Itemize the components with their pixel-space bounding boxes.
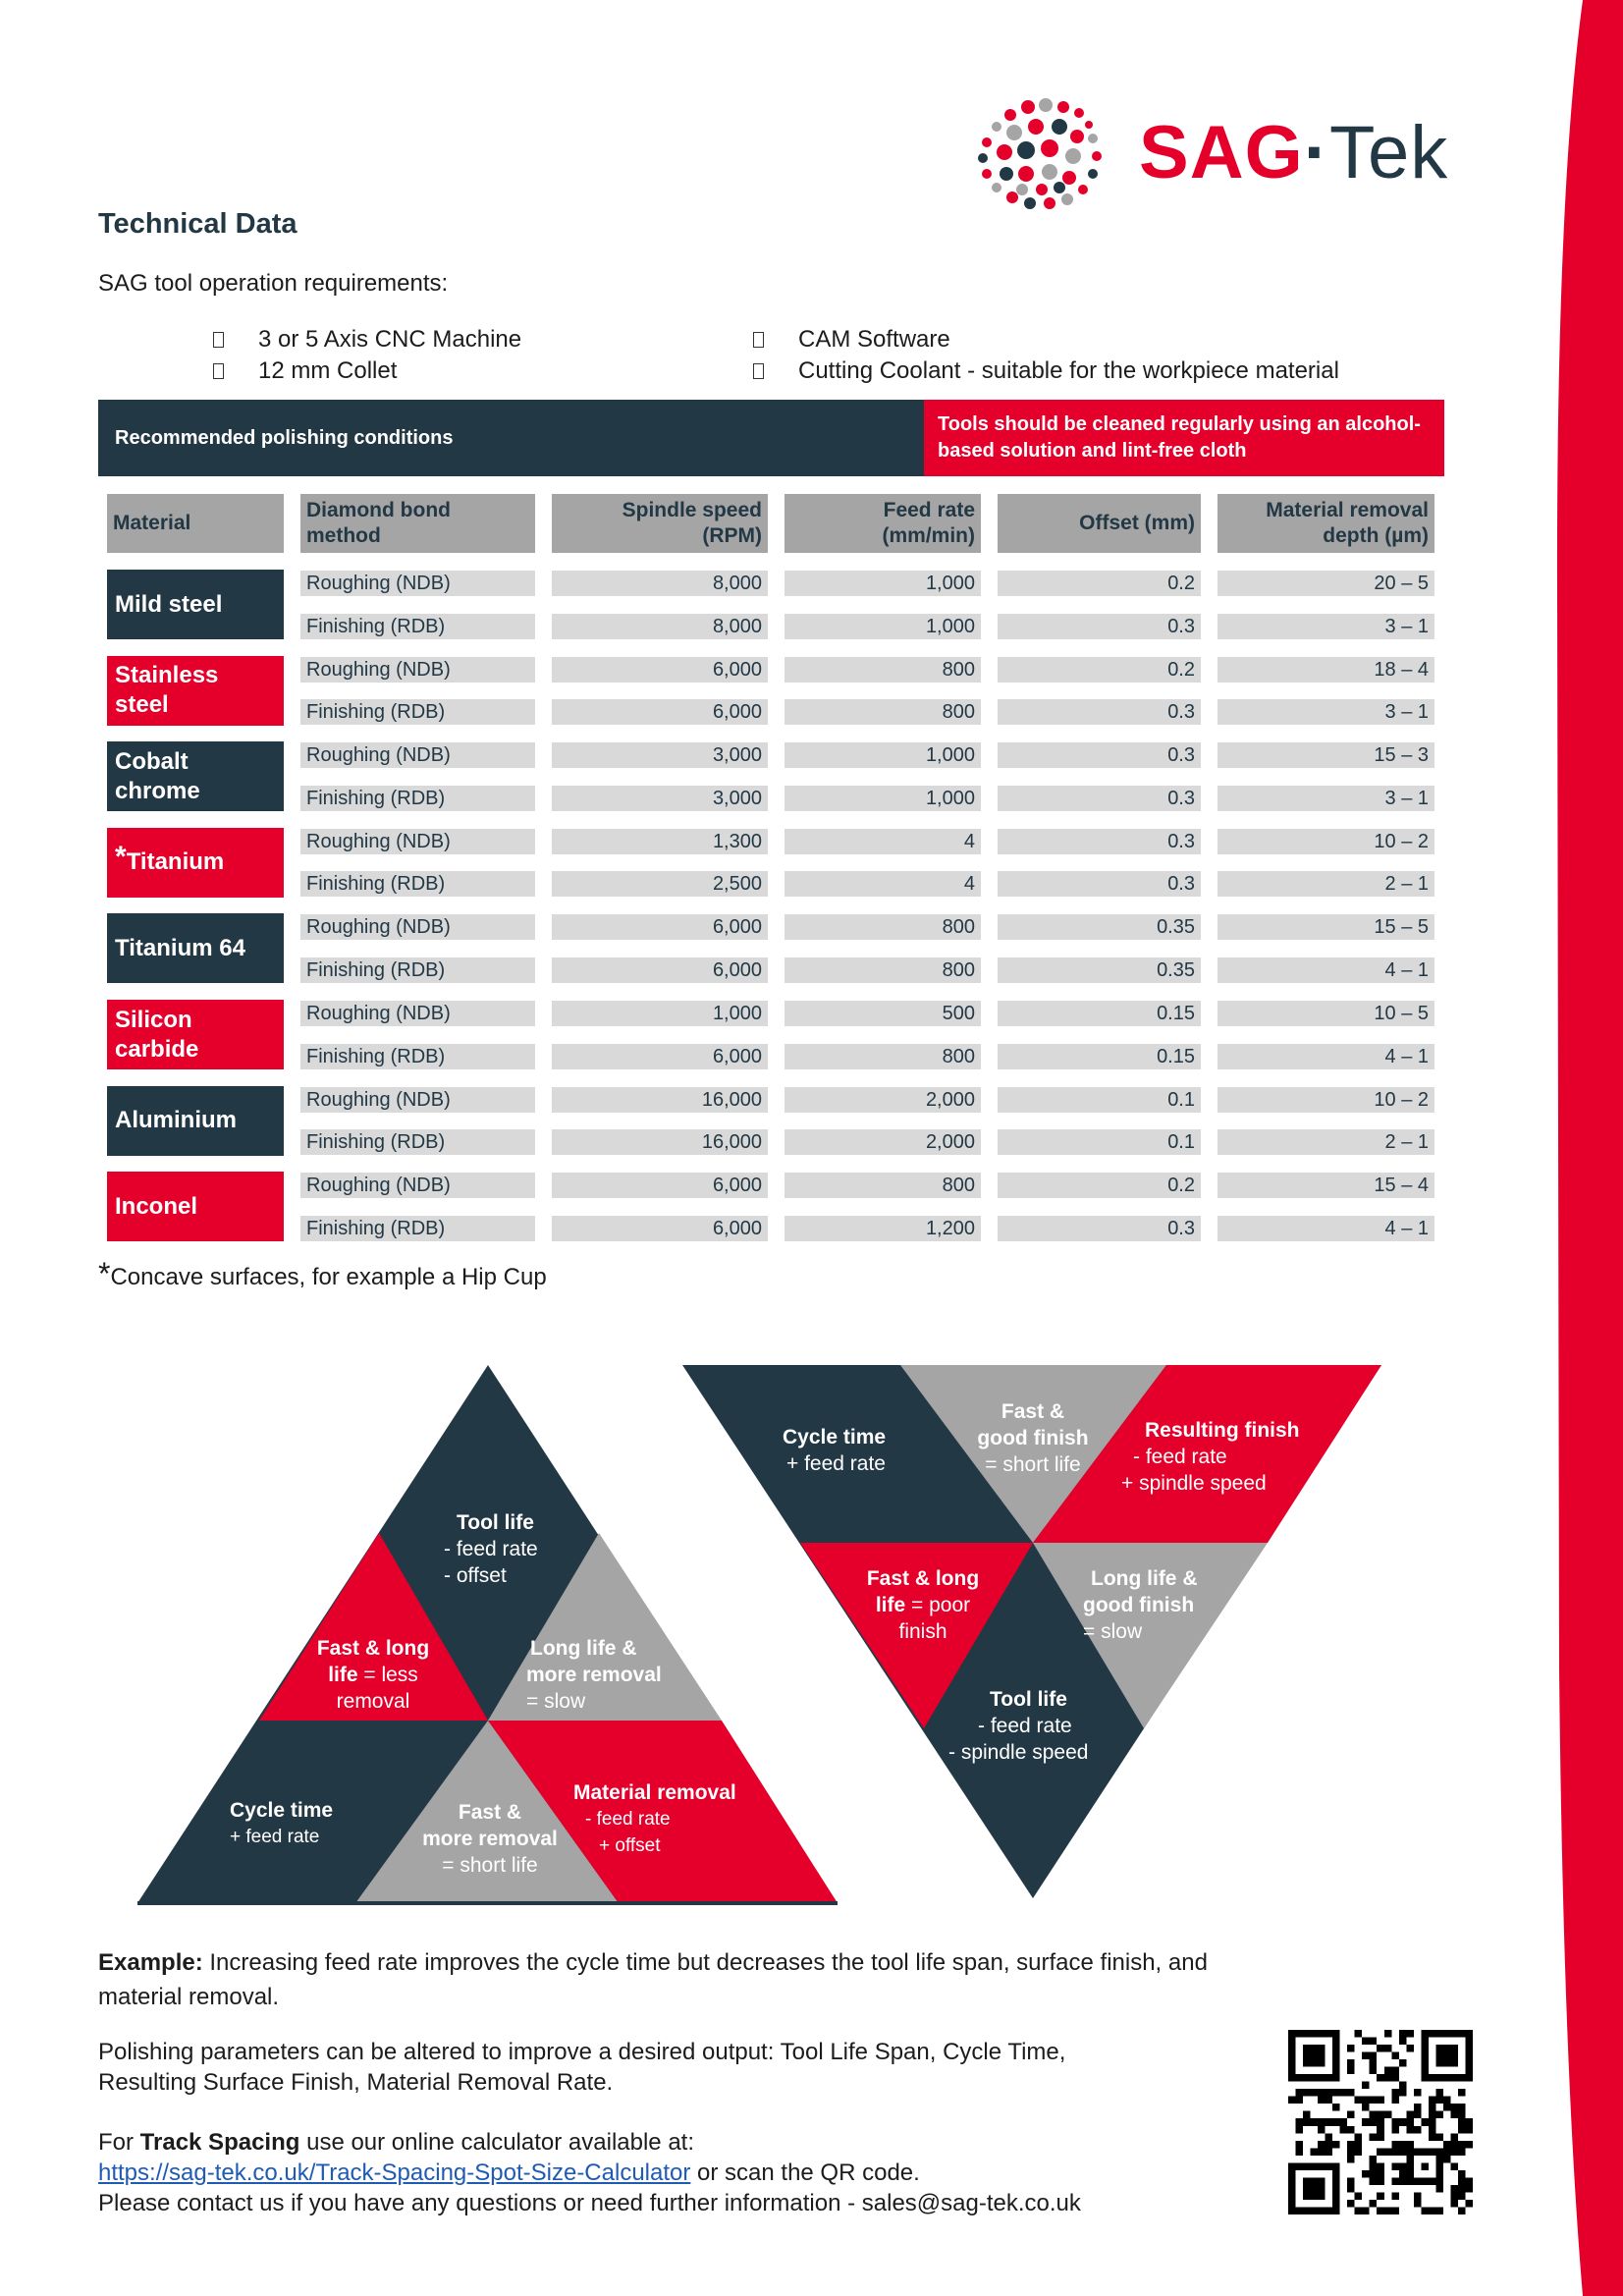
header-offset: Offset (mm) xyxy=(998,494,1201,553)
cell-removal-depth: 4 – 1 xyxy=(1217,1216,1434,1241)
cell-removal-depth: 3 – 1 xyxy=(1217,699,1434,725)
tri-down-fast-long: Fast & long life = poor finish xyxy=(866,1567,980,1643)
cell-feed-rate: 800 xyxy=(784,657,981,683)
cell-offset: 0.2 xyxy=(998,657,1201,683)
cell-method: Finishing (RDB) xyxy=(300,699,535,725)
cell-spindle-speed: 3,000 xyxy=(552,786,768,811)
header-spindle-speed: Spindle speed (RPM) xyxy=(552,494,768,553)
cell-removal-depth: 10 – 2 xyxy=(1217,829,1434,854)
cell-method: Finishing (RDB) xyxy=(300,957,535,983)
tri-down-fast-good: Fast & good finish = short life xyxy=(977,1400,1089,1476)
cell-method: Roughing (NDB) xyxy=(300,1001,535,1026)
cell-feed-rate: 500 xyxy=(784,1001,981,1026)
cell-feed-rate: 1,000 xyxy=(784,571,981,596)
cell-offset: 0.1 xyxy=(998,1087,1201,1113)
checkbox-icon xyxy=(753,332,764,348)
material-label: Cobalt chrome xyxy=(107,741,284,811)
cell-method: Roughing (NDB) xyxy=(300,571,535,596)
cell-removal-depth: 18 – 4 xyxy=(1217,657,1434,683)
cell-offset: 0.3 xyxy=(998,786,1201,811)
cell-method: Roughing (NDB) xyxy=(300,742,535,768)
cell-spindle-speed: 6,000 xyxy=(552,657,768,683)
cell-removal-depth: 2 – 1 xyxy=(1217,1129,1434,1155)
tri-down-cycle-time: Cycle time + feed rate xyxy=(783,1426,887,1475)
tri-up-long-more: Long life & more removal = slow xyxy=(526,1637,662,1713)
cell-removal-depth: 15 – 4 xyxy=(1217,1173,1434,1198)
cell-offset: 0.2 xyxy=(998,1173,1201,1198)
material-label: *Titanium xyxy=(107,828,284,898)
material-label: Titanium 64 xyxy=(107,913,284,983)
checkbox-icon xyxy=(213,363,224,379)
cell-offset: 0.35 xyxy=(998,914,1201,940)
material-label: Silicon carbide xyxy=(107,1000,284,1069)
cell-spindle-speed: 6,000 xyxy=(552,1216,768,1241)
cell-spindle-speed: 6,000 xyxy=(552,699,768,725)
cell-offset: 0.1 xyxy=(998,1129,1201,1155)
cell-offset: 0.15 xyxy=(998,1044,1201,1069)
cell-feed-rate: 800 xyxy=(784,1173,981,1198)
cell-spindle-speed: 6,000 xyxy=(552,914,768,940)
header-removal-depth: Material removal depth (µm) xyxy=(1217,494,1434,553)
cell-method: Finishing (RDB) xyxy=(300,614,535,639)
material-label: Mild steel xyxy=(107,570,284,639)
cell-offset: 0.15 xyxy=(998,1001,1201,1026)
cell-offset: 0.3 xyxy=(998,699,1201,725)
checkbox-icon xyxy=(213,332,224,348)
cell-method: Finishing (RDB) xyxy=(300,786,535,811)
cell-removal-depth: 10 – 5 xyxy=(1217,1001,1434,1026)
cell-feed-rate: 1,000 xyxy=(784,742,981,768)
cell-spindle-speed: 3,000 xyxy=(552,742,768,768)
cell-removal-depth: 10 – 2 xyxy=(1217,1087,1434,1113)
brand-wordmark: SAG·Tek xyxy=(1139,111,1449,194)
cell-spindle-speed: 6,000 xyxy=(552,1173,768,1198)
cell-offset: 0.3 xyxy=(998,829,1201,854)
track-paragraph: For Track Spacing use our online calculator available at: https://sag-tek.co.uk/Track-Spacing-Spot-Size-Calculator or scan the QR code. Please contact us if you have any questions or need further information - sales@sag-tek.co.uk xyxy=(98,2129,1081,2216)
params-paragraph: Polishing parameters can be altered to improve a desired output: Tool Life Span, Cycle Time, Resulting Surface Finish, Material Removal Rate. xyxy=(98,2039,1066,2096)
cell-removal-depth: 4 – 1 xyxy=(1217,957,1434,983)
cell-method: Roughing (NDB) xyxy=(300,829,535,854)
tri-up-material-removal: Material removal - feed rate + offset xyxy=(573,1781,736,1856)
cleaning-notice: Tools should be cleaned regularly using an alcohol-based solution and lint-free cloth xyxy=(924,400,1444,476)
cell-removal-depth: 20 – 5 xyxy=(1217,571,1434,596)
cell-method: Finishing (RDB) xyxy=(300,1044,535,1069)
example-paragraph: Example: Increasing feed rate improves the cycle time but decreases the tool life span, surface finish, and material removal. xyxy=(98,1949,1208,2010)
cell-offset: 0.2 xyxy=(998,571,1201,596)
cell-feed-rate: 1,000 xyxy=(784,614,981,639)
header-feed-rate: Feed rate (mm/min) xyxy=(784,494,981,553)
cell-spindle-speed: 2,500 xyxy=(552,871,768,897)
cell-spindle-speed: 6,000 xyxy=(552,1044,768,1069)
checkbox-icon xyxy=(753,363,764,379)
cell-method: Roughing (NDB) xyxy=(300,1173,535,1198)
tri-up-tool-life: Tool life - feed rate - offset xyxy=(444,1511,538,1587)
footnote: *Concave surfaces, for example a Hip Cup xyxy=(98,1256,547,1291)
cell-removal-depth: 15 – 5 xyxy=(1217,914,1434,940)
requirement-item: 3 or 5 Axis CNC Machine xyxy=(213,326,521,354)
cell-feed-rate: 800 xyxy=(784,957,981,983)
intro-text: SAG tool operation requirements: xyxy=(98,270,449,297)
tri-up-cycle-time: Cycle time + feed rate xyxy=(230,1799,334,1847)
tri-up-fast-long: Fast & long life = less removal xyxy=(316,1637,430,1713)
requirement-item: CAM Software xyxy=(753,326,950,354)
material-label: Stainless steel xyxy=(107,656,284,726)
qr-code-icon[interactable] xyxy=(1288,2030,1473,2214)
material-label: Inconel xyxy=(107,1172,284,1241)
cell-feed-rate: 1,000 xyxy=(784,786,981,811)
cell-offset: 0.35 xyxy=(998,957,1201,983)
cell-feed-rate: 2,000 xyxy=(784,1087,981,1113)
tri-down-tool-life: Tool life - feed rate - spindle speed xyxy=(948,1688,1089,1764)
cell-feed-rate: 800 xyxy=(784,1044,981,1069)
sagtek-logo-icon xyxy=(967,93,1134,211)
cell-feed-rate: 800 xyxy=(784,699,981,725)
banner-heading: Recommended polishing conditions xyxy=(115,427,454,449)
cell-offset: 0.3 xyxy=(998,614,1201,639)
cell-method: Roughing (NDB) xyxy=(300,914,535,940)
cell-spindle-speed: 16,000 xyxy=(552,1087,768,1113)
header-material: Material xyxy=(107,494,284,553)
cell-offset: 0.3 xyxy=(998,742,1201,768)
cell-method: Finishing (RDB) xyxy=(300,1216,535,1241)
cell-feed-rate: 4 xyxy=(784,829,981,854)
cell-spindle-speed: 8,000 xyxy=(552,614,768,639)
cell-feed-rate: 1,200 xyxy=(784,1216,981,1241)
material-label: Aluminium xyxy=(107,1086,284,1156)
cell-method: Finishing (RDB) xyxy=(300,871,535,897)
calculator-link[interactable]: https://sag-tek.co.uk/Track-Spacing-Spot-Size-Calculator xyxy=(98,2159,691,2186)
cell-feed-rate: 2,000 xyxy=(784,1129,981,1155)
cell-spindle-speed: 1,300 xyxy=(552,829,768,854)
cell-offset: 0.3 xyxy=(998,871,1201,897)
conditions-banner xyxy=(98,400,1444,476)
page-title: Technical Data xyxy=(98,208,298,240)
cell-feed-rate: 800 xyxy=(784,914,981,940)
cell-removal-depth: 2 – 1 xyxy=(1217,871,1434,897)
cell-removal-depth: 3 – 1 xyxy=(1217,786,1434,811)
cell-offset: 0.3 xyxy=(998,1216,1201,1241)
tri-down-long-good: Long life & good finish = slow xyxy=(1083,1567,1198,1643)
cell-spindle-speed: 6,000 xyxy=(552,957,768,983)
header-method: Diamond bond method xyxy=(300,494,535,553)
tri-up-fast-more: Fast & more removal = short life xyxy=(422,1801,558,1877)
cell-removal-depth: 4 – 1 xyxy=(1217,1044,1434,1069)
cell-method: Finishing (RDB) xyxy=(300,1129,535,1155)
cell-spindle-speed: 16,000 xyxy=(552,1129,768,1155)
cell-method: Roughing (NDB) xyxy=(300,1087,535,1113)
requirement-item: 12 mm Collet xyxy=(213,357,397,385)
cell-removal-depth: 15 – 3 xyxy=(1217,742,1434,768)
cell-spindle-speed: 8,000 xyxy=(552,571,768,596)
cell-method: Roughing (NDB) xyxy=(300,657,535,683)
cell-removal-depth: 3 – 1 xyxy=(1217,614,1434,639)
requirement-item: Cutting Coolant - suitable for the workpiece material xyxy=(753,357,1339,385)
tri-down-resulting-finish: Resulting finish - feed rate + spindle speed xyxy=(1121,1419,1300,1495)
cell-feed-rate: 4 xyxy=(784,871,981,897)
cell-spindle-speed: 1,000 xyxy=(552,1001,768,1026)
